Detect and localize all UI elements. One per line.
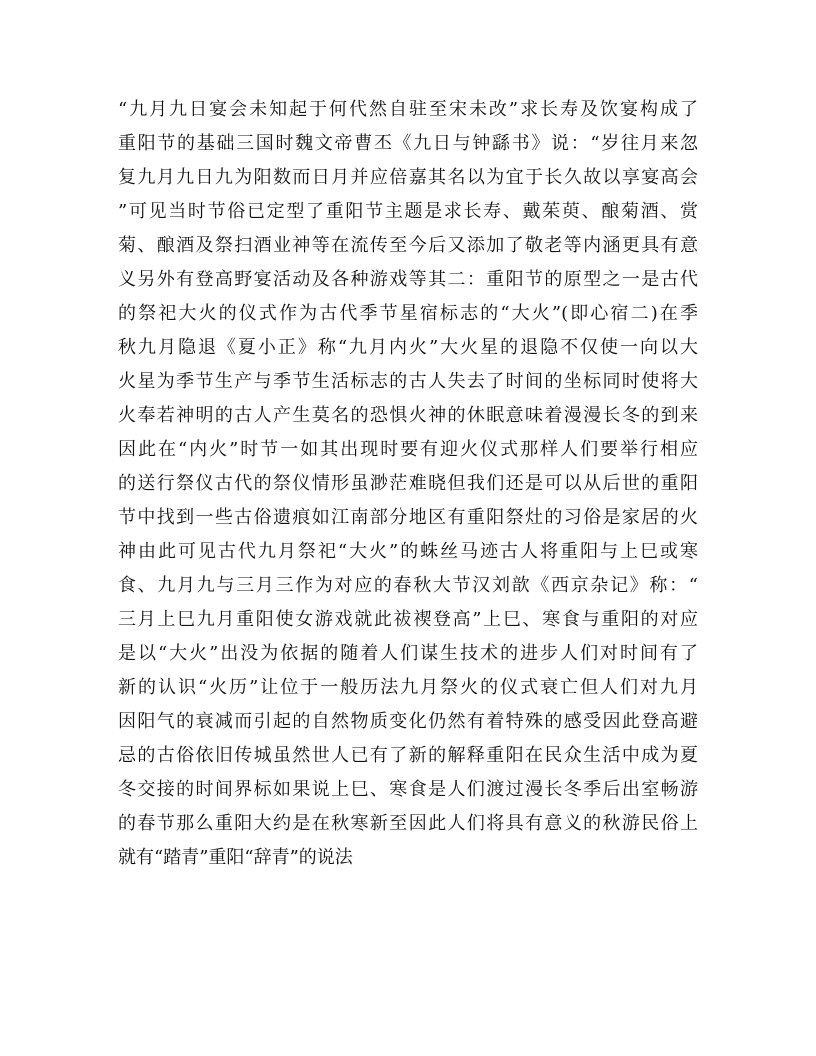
- text-line-6: 义另外有登高野宴活动及各种游戏等其二：重阳节的原型之一是古代: [118, 269, 698, 290]
- text-line-15: 食、九月九与三月三作为对应的春秋大节汉刘歆《西京杂记》称：“: [118, 575, 698, 596]
- text-line-3: 复九月九日九为阳数而日月并应倍嘉其名以为宜于长久故以享宴高会: [118, 167, 698, 188]
- text-line-22: 的春节那么重阳大约是在秋寒新至因此人们将具有意义的秋游民俗上: [118, 813, 698, 834]
- text-line-5: 菊、酿酒及祭扫酒业神等在流传至今后又添加了敬老等内涵更具有意: [118, 235, 698, 256]
- text-line-7: 的祭祀大火的仪式作为古代季节星宿标志的“大火”(即心宿二)在季: [118, 303, 698, 324]
- text-line-10: 火奉若神明的古人产生莫名的恐惧火神的休眠意味着漫漫长冬的到来: [118, 405, 698, 426]
- text-line-9: 火星为季节生产与季节生活标志的古人失去了时间的坐标同时使将大: [118, 371, 698, 392]
- text-line-16: 三月上巳九月重阳使女游戏就此祓禊登高”上巳、寒食与重阳的对应: [118, 609, 698, 630]
- text-line-2: 重阳节的基础三国时魏文帝曹丕《九日与钟繇书》说：“岁往月来忽: [118, 133, 698, 154]
- text-line-19: 因阳气的衰减而引起的自然物质变化仍然有着特殊的感受因此登高避: [118, 711, 698, 732]
- text-line-12: 的送行祭仪古代的祭仪情形虽渺茫难晓但我们还是可以从后世的重阳: [118, 473, 698, 494]
- text-line-18: 新的认识“火历”让位于一般历法九月祭火的仪式衰亡但人们对九月: [118, 677, 698, 698]
- text-line-13: 节中找到一些古俗遗痕如江南部分地区有重阳祭灶的习俗是家居的火: [118, 507, 698, 528]
- text-line-17: 是以“大火”出没为依据的随着人们谋生技术的进步人们对时间有了: [118, 643, 698, 664]
- text-line-1: “九月九日宴会未知起于何代然自驻至宋未改”求长寿及饮宴构成了: [118, 99, 698, 120]
- text-line-8: 秋九月隐退《夏小正》称“九月内火”大火星的退隐不仅使一向以大: [118, 337, 698, 358]
- text-line-23: 就有“踏青”重阳“辞青”的说法: [118, 847, 353, 868]
- text-line-21: 冬交接的时间界标如果说上巳、寒食是人们渡过漫长冬季后出室畅游: [118, 779, 698, 800]
- text-line-11: 因此在“内火”时节一如其出现时要有迎火仪式那样人们要举行相应: [118, 439, 698, 460]
- text-line-4: ”可见当时节俗已定型了重阳节主题是求长寿、戴茱萸、酿菊酒、赏: [118, 201, 698, 222]
- text-line-20: 忌的古俗依旧传城虽然世人已有了新的解释重阳在民众生活中成为夏: [118, 745, 698, 766]
- body-paragraph: [118, 93, 698, 875]
- text-line-14: 神由此可见古代九月祭祀“大火”的蛛丝马迹古人将重阳与上巳或寒: [118, 541, 698, 562]
